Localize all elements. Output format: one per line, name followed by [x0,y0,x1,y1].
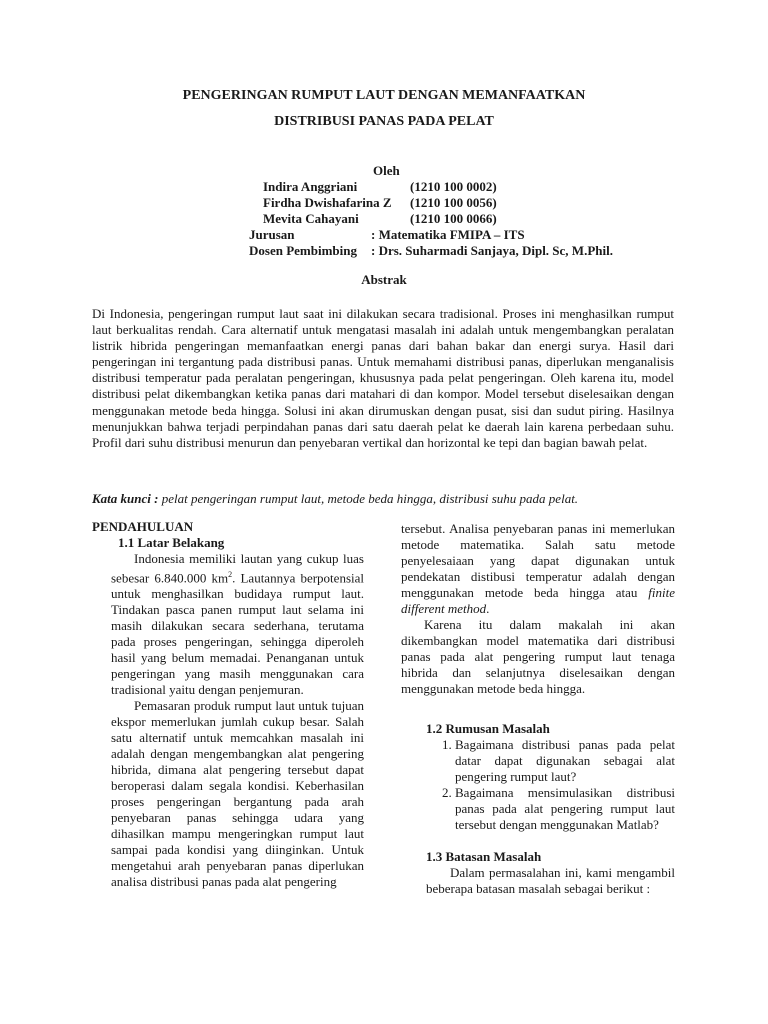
body-paragraph: Dalam permasalahan ini, kami mengambil beberapa batasan masalah sebagai berikut : [426,865,675,896]
byline-oleh: Oleh [373,163,400,178]
list-item: 1. Bagaimana distribusi panas pada pelat datar dapat digunakan sebagai alat pengering rumput laut? [455,737,675,785]
body-paragraph [398,521,675,617]
body-paragraph [92,551,364,698]
paragraph-text: Indonesia memiliki lautan yang cukup luas sebesar 6.840.000 km [111,551,364,586]
subsection-heading: 1.1 Latar Belakang [118,535,225,550]
paragraph-text: tersebut. Analisa penyebaran panas ini memerlukan metode matematika. Salah satu metode penyelesaiaan yang dapat digunakan untuk pendekatan distibusi temperatur adalah dengan menggunakan metode beda hingga atau [401,521,675,600]
abstract-text: Di Indonesia, pengeringan rumput laut saat ini dilakukan secara tradisional. Proses ini menghasilkan rumput laut berkualitas rendah. Cara alternatif untuk mengatasi masalah ini adalah untuk mengembangkan peralatan listrik hibrida pengeringan memanfaatkan energi panas dari bahan bakar dan energi surya. Hasil dari pengeringan ini tergantung pada distribusi panas. Untuk memahami distribusi panas, diperlukan menganalisis distribusi temperatur pada peralatan pengeringan, khususnya pada pelat pengeringan. Oleh karena itu, model distribusi pelat dikembangkan ketika panas dari matahari di dan kompor. Model tersebut diselesaikan dengan menggunakan metode beda hingga. Solusi ini akan dirumuskan dengan pusat, sisi dan sudut piring. Hasilnya menunjukkan bahwa terjadi perpindahan panas dari satu daerah pelat ke daerah lain karena perbedaan suhu. Profil dari suhu distribusi menurun dan penyebaran vertikal dan horizontal ke tepi dan bagian bawah pelat. [92,306,674,450]
superscript: 2 [228,570,233,579]
jurusan-value: : Matematika FMIPA – ITS [371,227,525,242]
list-item: 2. Bagaimana mensimulasikan distribusi panas pada alat pengering rumput laut tersebut dengan menggunakan Matlab? [455,785,675,833]
paper-title-line-2: DISTRIBUSI PANAS PADA PELAT [274,114,494,129]
rumusan-list [398,737,675,833]
subsection-heading: 1.3 Batasan Masalah [426,849,542,864]
author-id: (1210 100 0066) [410,211,497,226]
keywords-text: pelat pengeringan rumput laut, metode beda hingga, distribusi suhu pada pelat. [158,491,579,506]
body-paragraph: Karena itu dalam makalah ini akan dikembangkan model matematika dari distribusi panas pada alat pengering rumput laut tenaga hibrida dan selanjutnya diselesaikan dengan menggunakan metode beda hingga. [401,617,675,696]
paragraph-text: . [486,601,490,616]
body-paragraph: Pemasaran produk rumput laut untuk tujuan ekspor memerlukan jumlah cukup besar. Salah satu alternatif untuk memcahkan masalah ini adalah dengan mengembangkan alat pengering hibrida, dimana alat pengering tersebut dapat beroperasi dalam segala kondisi. Keberhasilan proses pengeringan bergantung pada arah penyebaran panas sehingga udara yang dihasilkan mampu mengeringkan rumput laut sampai pada kondisi yang diinginkan. Untuk mengetahui arah penyebaran panas diperlukan analisa distribusi panas pada alat pengering [111,698,364,890]
paragraph-emphasis: finite different method [401,585,675,616]
keywords-line [92,491,578,507]
dosen-label: Dosen Pembimbing [249,243,357,258]
author-id: (1210 100 0056) [410,195,497,210]
paragraph-text: . Lautannya berpotensial untuk menghasilkan budidaya rumput laut. Tindakan pasca panen rumput laut selama ini masih dilakukan secara sederhana, terutama pada proses pengeringan, sehingga diperoleh hasil yang belum memadai. Penanganan untuk pengeringan yang masih menggunakan cara tradisional yaitu dengan penjemuran. [111,570,364,698]
author-name: Firdha Dwishafarina Z [263,195,392,210]
paper-title-line-1: PENGERINGAN RUMPUT LAUT DENGAN MEMANFAATKAN [182,88,586,103]
author-id: (1210 100 0002) [410,179,497,194]
author-name: Indira Anggriani [263,179,358,194]
subsection-heading: 1.2 Rumusan Masalah [426,721,550,736]
left-column [92,519,364,890]
keywords-label: Kata kunci : [92,491,159,506]
section-heading: PENDAHULUAN [92,519,194,534]
author-name: Mevita Cahayani [263,211,359,226]
right-column [398,521,675,897]
jurusan-label: Jurusan [249,227,295,242]
abstract-heading: Abstrak [361,272,407,287]
dosen-value: : Drs. Suharmadi Sanjaya, Dipl. Sc, M.Phil. [371,243,613,258]
